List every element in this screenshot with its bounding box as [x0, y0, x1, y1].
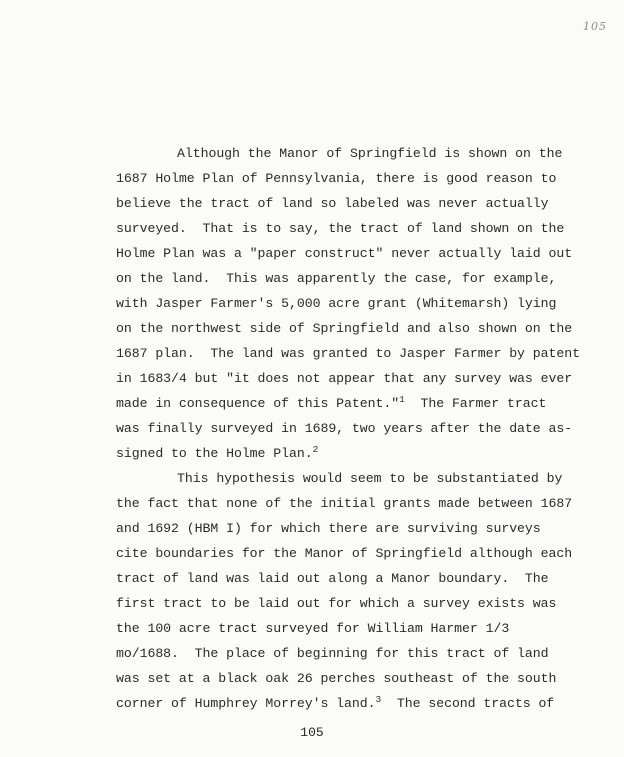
- text-line-with-footnote: [116, 691, 556, 716]
- text-line: the fact that none of the initial grants made between 1687: [116, 496, 573, 511]
- text-line: cite boundaries for the Manor of Springfield although each: [116, 546, 573, 561]
- line-text-after: The second tracts of: [381, 696, 555, 711]
- text-line: surveyed. That is to say, the tract of land shown on the: [116, 221, 565, 236]
- text-line: on the land. This was apparently the case, for example,: [116, 271, 557, 286]
- text-line: believe the tract of land so labeled was never actually: [116, 196, 549, 211]
- line-text-after: The Farmer tract: [404, 396, 547, 411]
- text-line: and 1692 (HBM I) for which there are surviving surveys: [116, 521, 541, 536]
- paragraph-2: [116, 466, 573, 716]
- line-text: corner of Humphrey Morrey's land.: [116, 696, 376, 711]
- text-line: was finally surveyed in 1689, two years after the date as-: [116, 421, 573, 436]
- text-line: 1687 Holme Plan of Pennsylvania, there is good reason to: [116, 171, 557, 186]
- paragraph-1: [116, 141, 580, 466]
- line-text: made in consequence of this Patent.": [116, 396, 400, 411]
- text-line: on the northwest side of Springfield and also shown on the: [116, 321, 573, 336]
- text-line: This hypothesis would seem to be substantiated by: [177, 471, 563, 486]
- text-line: the 100 acre tract surveyed for William Harmer 1/3: [116, 621, 510, 636]
- text-line: Although the Manor of Springfield is shown on the: [177, 146, 563, 161]
- text-line: in 1683/4 but "it does not appear that any survey was ever: [116, 371, 573, 386]
- text-line: Holme Plan was a "paper construct" never actually laid out: [116, 246, 573, 261]
- text-line: was set at a black oak 26 perches southeast of the south: [116, 671, 557, 686]
- text-line-with-footnote: [116, 441, 556, 466]
- text-line: 1687 plan. The land was granted to Jasper Farmer by patent: [116, 346, 580, 361]
- text-line: with Jasper Farmer's 5,000 acre grant (Whitemarsh) lying: [116, 296, 557, 311]
- footnote-ref-1: 1: [399, 394, 405, 405]
- handwritten-page-mark: 105: [583, 20, 607, 33]
- footnote-ref-2: 2: [312, 444, 319, 455]
- body-text: [116, 141, 580, 716]
- line-text: signed to the Holme Plan.: [116, 446, 313, 461]
- footnote-ref-3: 3: [375, 694, 382, 705]
- text-line: mo/1688. The place of beginning for this tract of land: [116, 646, 549, 661]
- page-number: 105: [300, 725, 324, 740]
- text-line: first tract to be laid out for which a survey exists was: [116, 596, 557, 611]
- text-line: tract of land was laid out along a Manor boundary. The: [116, 571, 549, 586]
- text-line-with-footnote: [116, 391, 556, 416]
